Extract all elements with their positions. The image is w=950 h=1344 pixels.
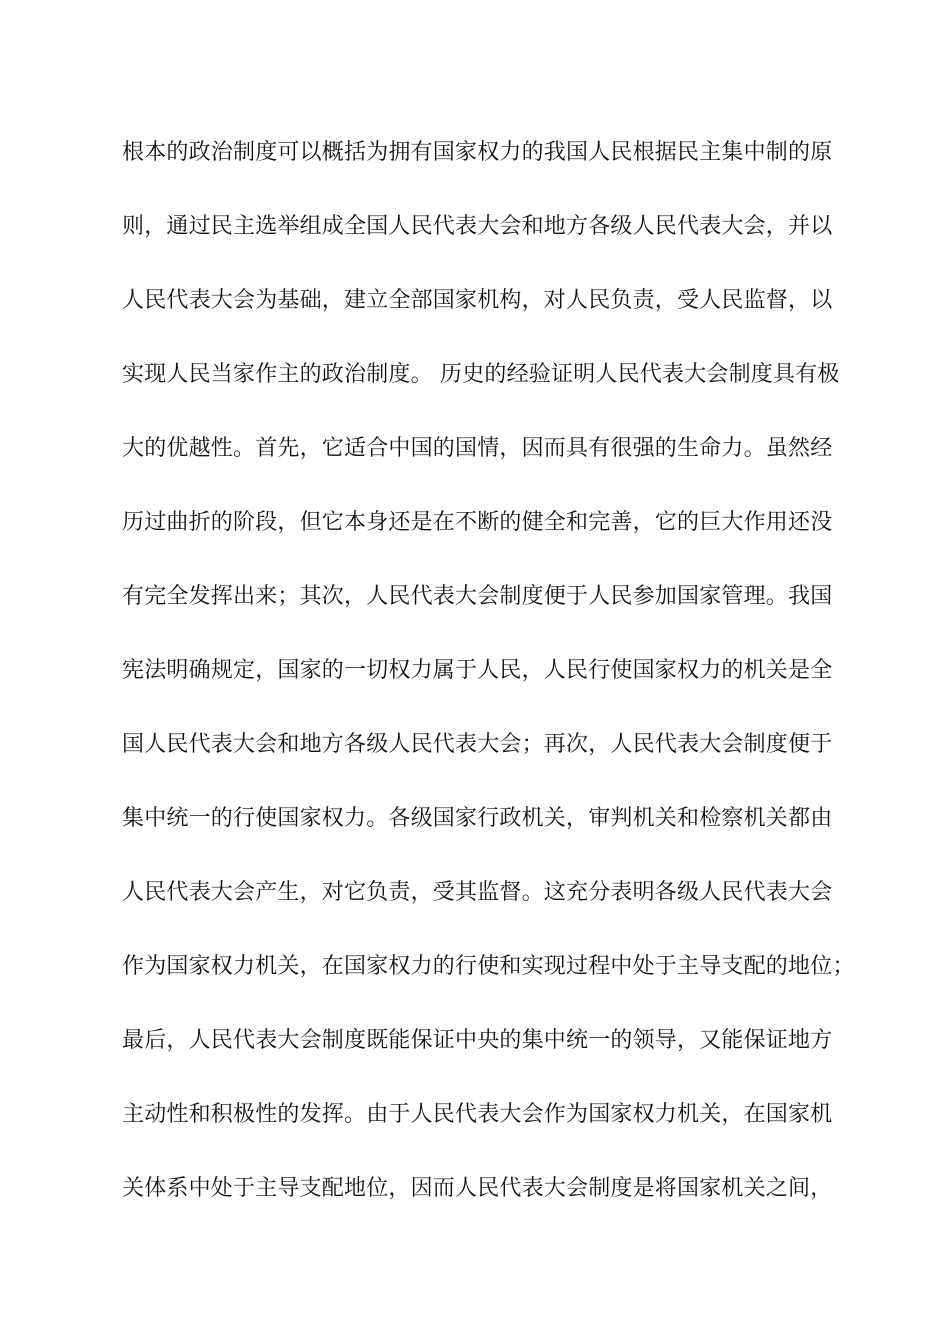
text-line: 最后，人民代表大会制度既能保证中央的集中统一的领导，又能保证地方 bbox=[122, 1028, 833, 1053]
text-line: 根本的政治制度可以概括为拥有国家权力的我国人民根据民主集中制的原 bbox=[122, 140, 833, 165]
text-line: 主动性和积极性的发挥。由于人民代表大会作为国家权力机关，在国家机 bbox=[122, 1102, 833, 1127]
text-line: 大的优越性。首先，它适合中国的国情，因而具有很强的生命力。虽然经 bbox=[122, 436, 833, 461]
text-line: 关体系中处于主导支配地位，因而人民代表大会制度是将国家机关之间， bbox=[122, 1176, 833, 1201]
text-line: 人民代表大会产生，对它负责，受其监督。这充分表明各级人民代表大会 bbox=[122, 880, 833, 905]
text-line: 人民代表大会为基础，建立全部国家机构，对人民负责，受人民监督，以 bbox=[122, 288, 833, 313]
text-line: 国人民代表大会和地方各级人民代表大会；再次，人民代表大会制度便于 bbox=[122, 732, 833, 757]
text-line: 宪法明确规定，国家的一切权力属于人民，人民行使国家权力的机关是全 bbox=[122, 658, 833, 683]
text-line: 历过曲折的阶段，但它本身还是在不断的健全和完善，它的巨大作用还没 bbox=[122, 510, 833, 535]
body-text bbox=[122, 131, 855, 1241]
text-line: 有完全发挥出来；其次，人民代表大会制度便于人民参加国家管理。我国 bbox=[122, 584, 833, 609]
text-line: 则，通过民主选举组成全国人民代表大会和地方各级人民代表大会，并以 bbox=[122, 214, 833, 239]
text-line: 作为国家权力机关，在国家权力的行使和实现过程中处于主导支配的地位； bbox=[122, 954, 855, 979]
text-line: 实现人民当家作主的政治制度。 历史的经验证明人民代表大会制度具有极 bbox=[122, 362, 840, 387]
text-line: 集中统一的行使国家权力。各级国家行政机关，审判机关和检察机关都由 bbox=[122, 806, 833, 831]
